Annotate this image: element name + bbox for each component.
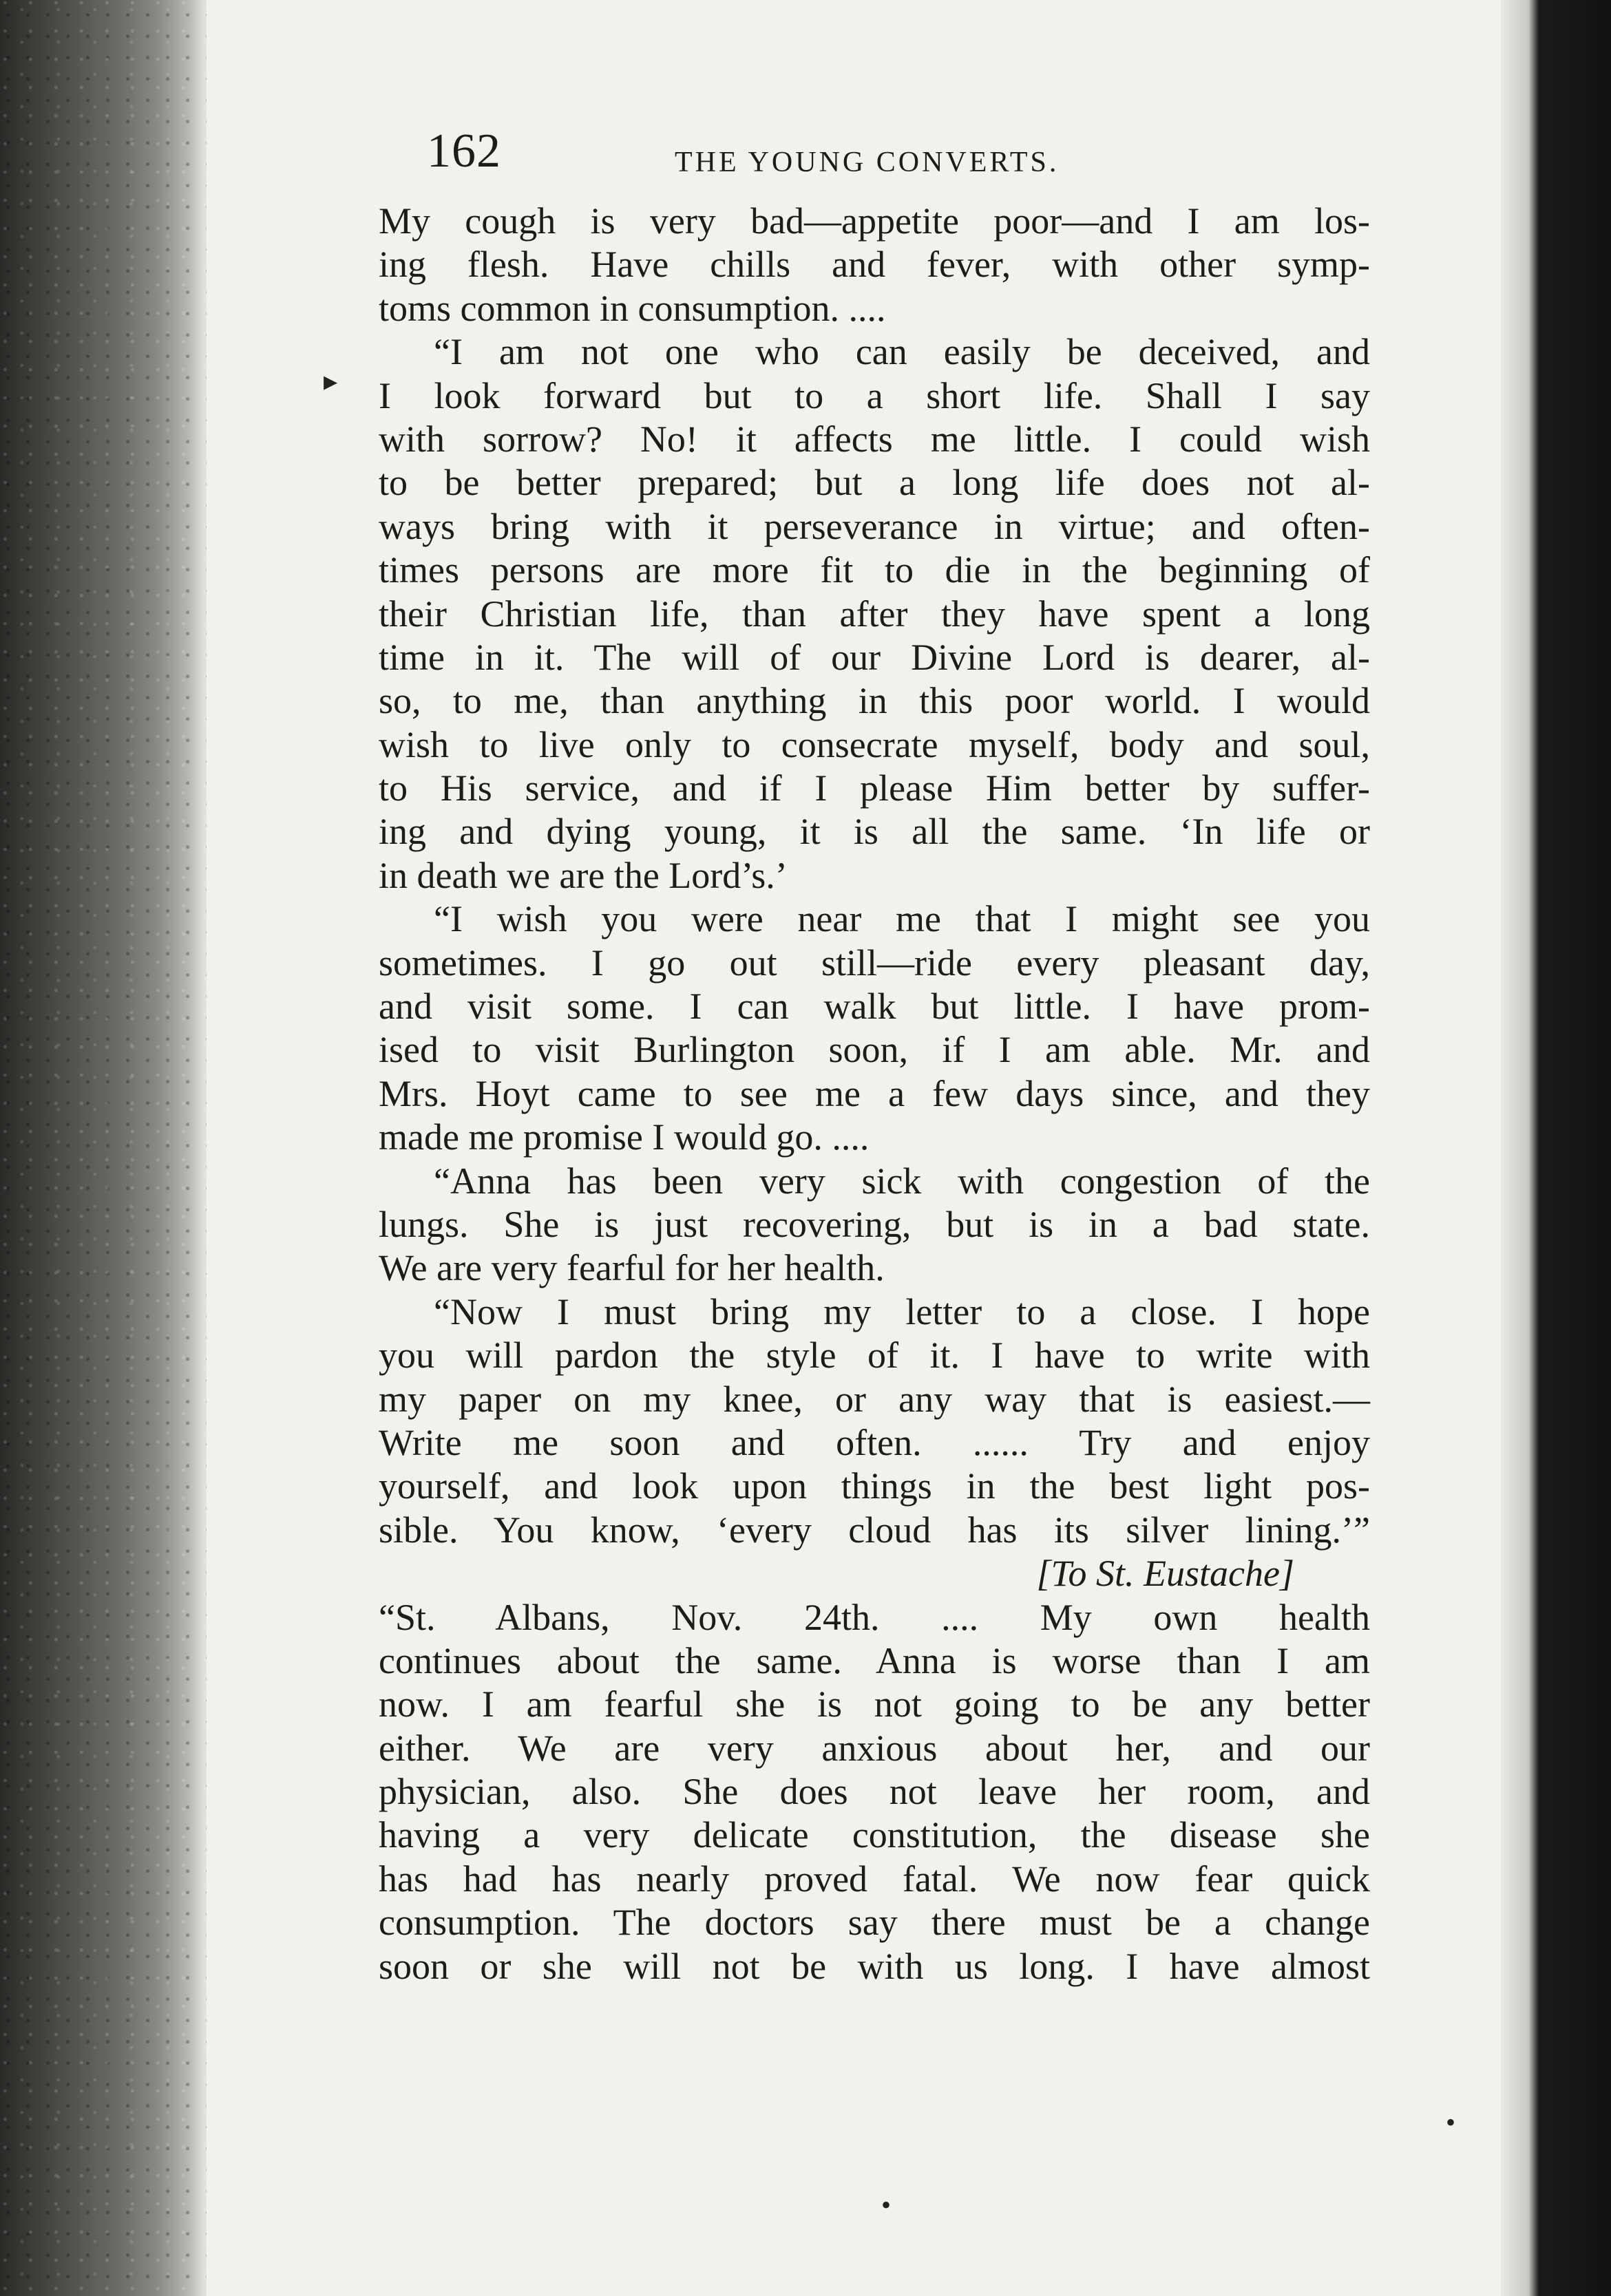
text-line: We are very fearful for her health. bbox=[379, 1247, 885, 1289]
text-line: to His service, and if I please Him better by suffer- bbox=[379, 767, 1370, 809]
text-line: their Christian life, than after they have spent a long bbox=[379, 593, 1370, 635]
text-line: times persons are more fit to die in the beginning of bbox=[379, 549, 1370, 591]
page-edge bbox=[1501, 0, 1611, 2296]
text-line: with sorrow? No! it affects me little. I could wish bbox=[379, 418, 1370, 460]
text-line: having a very delicate constitution, the disease she bbox=[379, 1814, 1370, 1856]
text-line: you will pardon the style of it. I have to write with bbox=[379, 1335, 1370, 1376]
text-line: Write me soon and often. ...... Try and enjoy bbox=[379, 1421, 1370, 1463]
running-head: THE YOUNG CONVERTS. bbox=[675, 147, 1060, 178]
text-line: made me promise I would go. .... bbox=[379, 1116, 870, 1158]
text-line: “I am not one who can easily be deceived, and bbox=[434, 331, 1370, 373]
letter-attribution: [To St. Eustache] bbox=[1036, 1553, 1294, 1595]
text-line: time in it. The will of our Divine Lord is dearer, al- bbox=[379, 636, 1370, 678]
ink-speck: • bbox=[1446, 2107, 1456, 2138]
margin-mark: ▸ bbox=[324, 365, 338, 396]
text-line: “Now I must bring my letter to a close. I hope bbox=[434, 1290, 1370, 1332]
page-number: 162 bbox=[427, 125, 501, 178]
text-line: my paper on my knee, or any way that is easiest.— bbox=[379, 1378, 1370, 1420]
text-line: ised to visit Burlington soon, if I am able. Mr. and bbox=[379, 1029, 1370, 1071]
text-line: “I wish you were near me that I might see you bbox=[434, 898, 1370, 940]
text-line: now. I am fearful she is not going to be any better bbox=[379, 1683, 1370, 1725]
text-line: has had has nearly proved fatal. We now fear quick bbox=[379, 1858, 1370, 1900]
text-line: ing and dying young, it is all the same. ‘In life or bbox=[379, 811, 1370, 853]
text-line: ing flesh. Have chills and fever, with other symp- bbox=[379, 244, 1370, 286]
book-spine bbox=[0, 0, 207, 2296]
text-line: yourself, and look upon things in the best light pos- bbox=[379, 1465, 1370, 1507]
text-line: Mrs. Hoyt came to see me a few days since, and they bbox=[379, 1072, 1370, 1114]
text-line: toms common in consumption. .... bbox=[379, 287, 886, 329]
text-line: physician, also. She does not leave her room, and bbox=[379, 1771, 1370, 1813]
text-line: “Anna has been very sick with congestion of the bbox=[434, 1160, 1370, 1202]
text-line: in death we are the Lord’s.’ bbox=[379, 854, 788, 896]
text-line: to be better prepared; but a long life does not al- bbox=[379, 462, 1370, 504]
text-line: “St. Albans, Nov. 24th. .... My own health bbox=[379, 1596, 1370, 1638]
text-line: sible. You know, ‘every cloud has its silver lining.’” bbox=[379, 1509, 1370, 1551]
text-line: continues about the same. Anna is worse than I am bbox=[379, 1639, 1370, 1681]
text-line: I look forward but to a short life. Shall I say bbox=[379, 374, 1370, 416]
text-line: either. We are very anxious about her, and our bbox=[379, 1727, 1370, 1769]
text-line: wish to live only to consecrate myself, body and soul, bbox=[379, 723, 1370, 765]
text-line: sometimes. I go out still—ride every pleasant day, bbox=[379, 942, 1370, 984]
text-line: lungs. She is just recovering, but is in a bad state. bbox=[379, 1203, 1370, 1245]
page-header bbox=[379, 117, 1370, 200]
text-line: ways bring with it perseverance in virtue; and often- bbox=[379, 505, 1370, 547]
text-line: consumption. The doctors say there must be a change bbox=[379, 1902, 1370, 1944]
text-block bbox=[379, 117, 1370, 1988]
text-line: soon or she will not be with us long. I have almost bbox=[379, 1945, 1370, 1987]
text-line: My cough is very bad—appetite poor—and I am los- bbox=[379, 200, 1370, 242]
ink-speck: • bbox=[881, 2189, 892, 2220]
text-line: so, to me, than anything in this poor world. I would bbox=[379, 680, 1370, 722]
text-line: and visit some. I can walk but little. I have prom- bbox=[379, 986, 1370, 1028]
